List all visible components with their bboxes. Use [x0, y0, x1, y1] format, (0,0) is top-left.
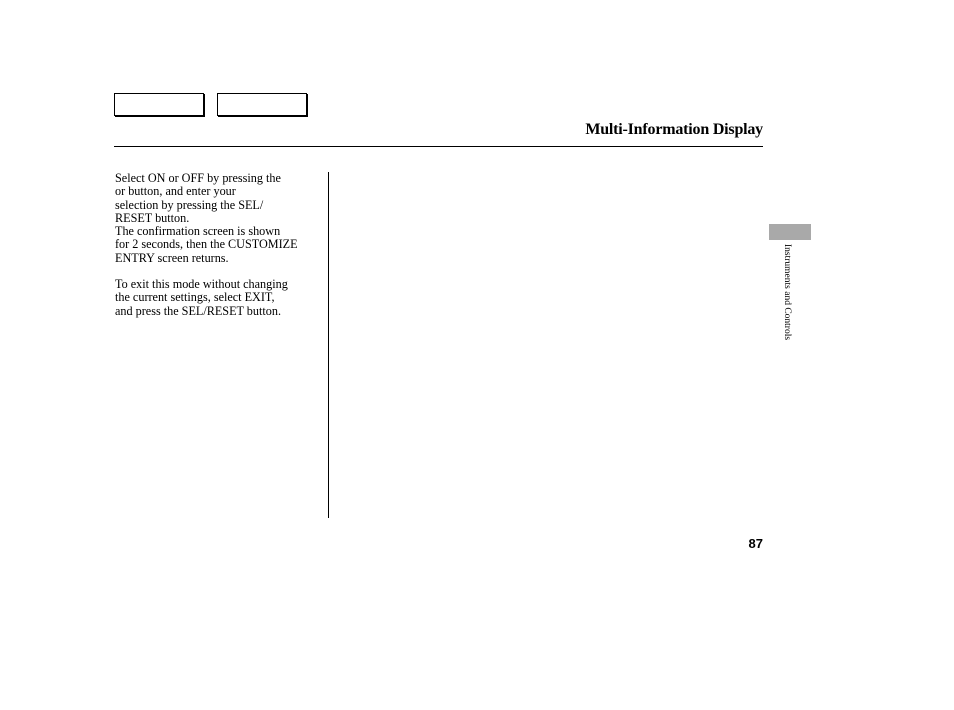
- column-divider: [328, 172, 329, 518]
- exit-instruction-paragraph: To exit this mode without changing the current settings, select EXIT, and press the SEL/RESET button.: [115, 277, 288, 318]
- page-title: Multi-Information Display: [585, 121, 763, 138]
- instruction-paragraph: Select ON or OFF by pressing the or button, and enter your selection by pressing the SEL/ RESET button. The confirmation screen is shown for 2 seconds, then the CUSTOMIZE ENTRY screen returns.: [115, 171, 298, 265]
- body-text-column: [115, 172, 325, 318]
- section-label: Instruments and Controls: [782, 244, 792, 341]
- page-number: 87: [748, 536, 763, 551]
- title-divider: [114, 146, 763, 147]
- section-tab-marker: [769, 224, 811, 240]
- next-page-button[interactable]: [217, 93, 307, 116]
- previous-page-button[interactable]: [114, 93, 204, 116]
